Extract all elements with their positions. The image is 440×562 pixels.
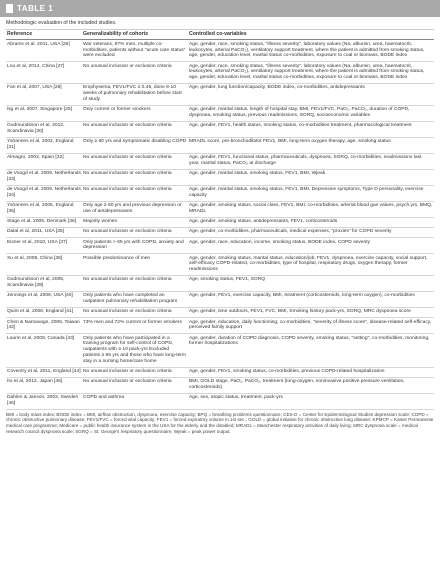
reference-cell: Dahlen & Janson, 2002, Sweden [46] xyxy=(6,393,82,409)
generalizability-cell: No unusual inclusion or exclusion criteria xyxy=(82,185,188,201)
generalizability-cell: Only patients > 65 yrs with COPD, anxiety and depression xyxy=(82,237,188,253)
generalizability-cell: No unusual inclusion or exclusion criteria xyxy=(82,227,188,237)
reference-cell: Jennings et al, 2009, USA [40] xyxy=(6,291,82,307)
reference-cell: Ito et al, 2012, Japan [45] xyxy=(6,377,82,393)
table-footnote: BMI = body mass index; BODE index = BMI, airflow obstruction, dyspnoea, exercise capacity; BPQ = breathing problems questionnaire; CES-D = Center for Epidemiological Studies depression scale; COPD = chronic obstructive pulmonary disease; FEV1/FVC = forced vital capacity; FEV1 = forced expiratory volume in 1st sec.; GOLD = global initiative for chronic obstructive lung disease; KPMCP = Kaiser Permanente medical care programme; Medicare = public health insurance system in the USA for the elderly and the disabled; MRADL = Manchester respiratory activities of daily living; MRC dyspnoea scale = medical research council dyspnoea scale; SGRQ = St. George's respiratory questionnaire; Wjeak = peak power output. xyxy=(6,411,434,434)
table-row xyxy=(6,275,434,291)
generalizability-cell: Only ≥ 60 yrs and symptomatic disabling COPD xyxy=(82,137,188,153)
table-row xyxy=(6,367,434,377)
covariables-cell: Age, gender, FEV1, smoking status, co-morbidities, previous COPD-related hospitalization xyxy=(188,367,434,377)
table-row xyxy=(6,317,434,333)
reference-cell: Abrams et al. 2011, USA [26] xyxy=(6,40,82,62)
table-row xyxy=(6,121,434,137)
generalizability-cell: 73% men and 72% current or former smokers xyxy=(82,317,188,333)
covariables-cell: Age, smoking status, FEV1, SGRQ xyxy=(188,275,434,291)
covariables-cell: Age, gender, FEV1, functional status, pharmaceuticals, dyspnoea, SGRQ, co-morbidities, readmissions last year, marital status, PaCO₂ at discharge xyxy=(188,153,434,169)
covariables-cell: Age, gender, time outdoors, FEV1, FVC, BMI, Smoking history pack-yrs, SGRQ, MRC dyspnoea score xyxy=(188,307,434,317)
reference-cell: Ng et al, 2007, Singapore [29] xyxy=(6,105,82,121)
covariables-cell: Age, gender, race, smoking status, "illness severity", laboratory values (Na, albumin, urea, haematocrit, leukocytes, arterial PaCO₂), ventilatory support treatment, where the patient is admitted from smoking status, age, gender, education level, marital status co-morbidities, exposure to coal or biomass, BODE index xyxy=(188,40,434,62)
generalizability-cell: No unusual inclusion or exclusion criteria xyxy=(82,307,188,317)
generalizability-cell: No unusual inclusion or exclusion criteria xyxy=(82,121,188,137)
reference-cell: Yohannes et al, 2002, England [31] xyxy=(6,137,82,153)
table-header-row xyxy=(6,30,434,40)
study-evaluation-table xyxy=(6,30,434,410)
covariables-cell: Age, gender, duration of COPD diagnosis, COPD severity, smoking status, "setting", co-morbidities, monitoring, former hospitalizations xyxy=(188,333,434,367)
reference-cell: Eisner et al, 2010, USA [37] xyxy=(6,237,82,253)
covariables-cell: Age, gender, marital status, smoking status, FEV1, BMI, Wjeak xyxy=(188,169,434,185)
generalizability-cell: Only patients who have participated in a training program for self-control of COPD, outpatients with ≥ 10 pack-yrs Excluded patients ≥ 85 yrs and those who have long-term stay in a nursing home/care home xyxy=(82,333,188,367)
table-caption: Methodologic evaluation of the included studies. xyxy=(6,20,117,26)
column-header-reference: Reference xyxy=(6,30,82,40)
table-row xyxy=(6,185,434,201)
table-row xyxy=(6,61,434,83)
table-row xyxy=(6,83,434,105)
covariables-cell: Age, gender, marital status, smoking status, FEV1, BMI, Depressive symptoms, Type D personality, exercise capacity xyxy=(188,185,434,201)
table-row xyxy=(6,40,434,62)
table-row xyxy=(6,153,434,169)
generalizability-cell: No unusual inclusion or exclusion criteria xyxy=(82,367,188,377)
table-row xyxy=(6,105,434,121)
reference-cell: Gudmundsson et al, 2012, Scandinavia [30] xyxy=(6,121,82,137)
reference-cell: Lou et al, 2014, China [27] xyxy=(6,61,82,83)
table-row xyxy=(6,307,434,317)
table-row xyxy=(6,291,434,307)
table-row xyxy=(6,253,434,275)
covariables-cell: Age, sex, atopic status, treatment, pack-yrs xyxy=(188,393,434,409)
table-row xyxy=(6,393,434,409)
table-row xyxy=(6,237,434,253)
generalizability-cell: No unusual inclusion or exclusion criteria xyxy=(82,169,188,185)
covariables-cell: MRADL score, pre-bronchodilator FEV1, BMI, long-term oxygen therapy, age, smoking status xyxy=(188,137,434,153)
generalizability-cell: War veterans, 97% men, multiple co-morbidities, patients without "acute care status" were excluded xyxy=(82,40,188,62)
reference-cell: de Voogd et al, 2009, Netherlands [33] xyxy=(6,169,82,185)
reference-cell: Laurin et al, 2009, Canada [43] xyxy=(6,333,82,367)
generalizability-cell: Only age ≥ 60 yrs and previous depression or use of antidepressants xyxy=(82,201,188,217)
table-row xyxy=(6,333,434,367)
covariables-cell: Age, gender, smoking status, social class, FEV1, BMI, co-morbidities, arterial blood gas values, psych.yrs, BMQ, MRADL xyxy=(188,201,434,217)
reference-cell: Stage et al, 2005, Denmark [36] xyxy=(6,217,82,227)
generalizability-cell: Possible predominance of men xyxy=(82,253,188,275)
reference-cell: de Voogd et al, 2009, Netherlands [34] xyxy=(6,185,82,201)
covariables-cell: Age, gender, smoking status, antidepressants, FEV1, corticosteroids xyxy=(188,217,434,227)
table-row xyxy=(6,217,434,227)
generalizability-cell: No unusual inclusion or exclusion criteria xyxy=(82,153,188,169)
table-title: TABLE 1 xyxy=(17,3,54,13)
covariables-cell: BMI, GOLD stage, PaO₂, PaCO₂, treatment (long-oxygen, noninvasive positive pressure ventilation, corticosteroids) xyxy=(188,377,434,393)
reference-cell: Chen & Narsavage, 2006, Taiwan [42] xyxy=(6,317,82,333)
table-row xyxy=(6,227,434,237)
covariables-cell: Age, gender, marital status, length of hospital stay, BMI, FEV1/FVC, PaO₂, PaCO₂, duration of COPD, dyspnoea, smoking status, previous readmissions, SGRQ, socioeconomic variables xyxy=(188,105,434,121)
covariables-cell: Age, gender, FEV1, health status, smoking status, co-morbidities treatment, pharmacological treatment xyxy=(188,121,434,137)
reference-cell: Gudmundsson et al, 2005, Scandinavia [39] xyxy=(6,275,82,291)
reference-cell: Yohannes et al, 2005, England [35] xyxy=(6,201,82,217)
table-row xyxy=(6,137,434,153)
generalizability-cell: No unusual inclusion or exclusion criteria xyxy=(82,377,188,393)
covariables-cell: Age, gender, education, daily functioning, co-morbidities, "severity of illness score", disease-related self-efficacy, perceived family support xyxy=(188,317,434,333)
generalizability-cell: COPD and asthma xyxy=(82,393,188,409)
reference-cell: Coventry et al, 2011, England [44] xyxy=(6,367,82,377)
covariables-cell: Age, gender, lung function/capacity, BODE index, co-morbidities, antidepressants xyxy=(188,83,434,105)
generalizability-cell: Majority women xyxy=(82,217,188,227)
column-header-generalizability: Generalizability of cohorts xyxy=(82,30,188,40)
header-tag-marker xyxy=(6,4,13,13)
covariables-cell: Age, gender, FEV1, exercise capacity, BMI, treatment (corticosteroids, long-term oxygen), co-morbidities xyxy=(188,291,434,307)
generalizability-cell: Emphysema, FEV1/FVC ≤ 0.45, done 6-10 weeks of pulmonary rehabilitation before start of study xyxy=(82,83,188,105)
reference-cell: Almagro, 2002, Spain [32] xyxy=(6,153,82,169)
generalizability-cell: Only current or former smokers xyxy=(82,105,188,121)
column-header-covariables: Controlled co-variables xyxy=(188,30,434,40)
generalizability-cell: No unusual inclusion or exclusion criteria xyxy=(82,275,188,291)
table-row xyxy=(6,201,434,217)
reference-cell: Dalal et al, 2011, USA [25] xyxy=(6,227,82,237)
covariables-cell: Age, gender, race, smoking status, "illness severity", laboratory values (Na, albumin, urea, haematocrit, leukocytes, arterial PaCO₂), ventilatory support treatment, where the patient is admitted from smoking status, age, gender, education level, marital status co-morbidities, exposure to coal or biomass, BODE index xyxy=(188,61,434,83)
reference-cell: Xu et al, 2008, China [38] xyxy=(6,253,82,275)
generalizability-cell: Only patients who have completed an outpatient pulmonary rehabilitation program xyxy=(82,291,188,307)
covariables-cell: Age, gender, co-morbidities, pharmaceuticals, medical expenses, "proxies" for COPD severity xyxy=(188,227,434,237)
covariables-cell: Age, gender, race, education, income, smoking status, BODE index, COPD severity xyxy=(188,237,434,253)
reference-cell: Quint et al, 2008, England [41] xyxy=(6,307,82,317)
table-row xyxy=(6,169,434,185)
generalizability-cell: No unusual inclusion or exclusion criteria xyxy=(82,61,188,83)
table-header-bar xyxy=(0,0,440,17)
table-row xyxy=(6,377,434,393)
covariables-cell: Age, gender, smoking status, marital status, education/job, FEV1, dyspnoea, exercise capacity, social support, self-efficacy COPD-related, co-morbidities, type of hospital, respiratory drugs, oxygen therapy, former readmissions xyxy=(188,253,434,275)
reference-cell: Fan et al, 2007, USA [28] xyxy=(6,83,82,105)
